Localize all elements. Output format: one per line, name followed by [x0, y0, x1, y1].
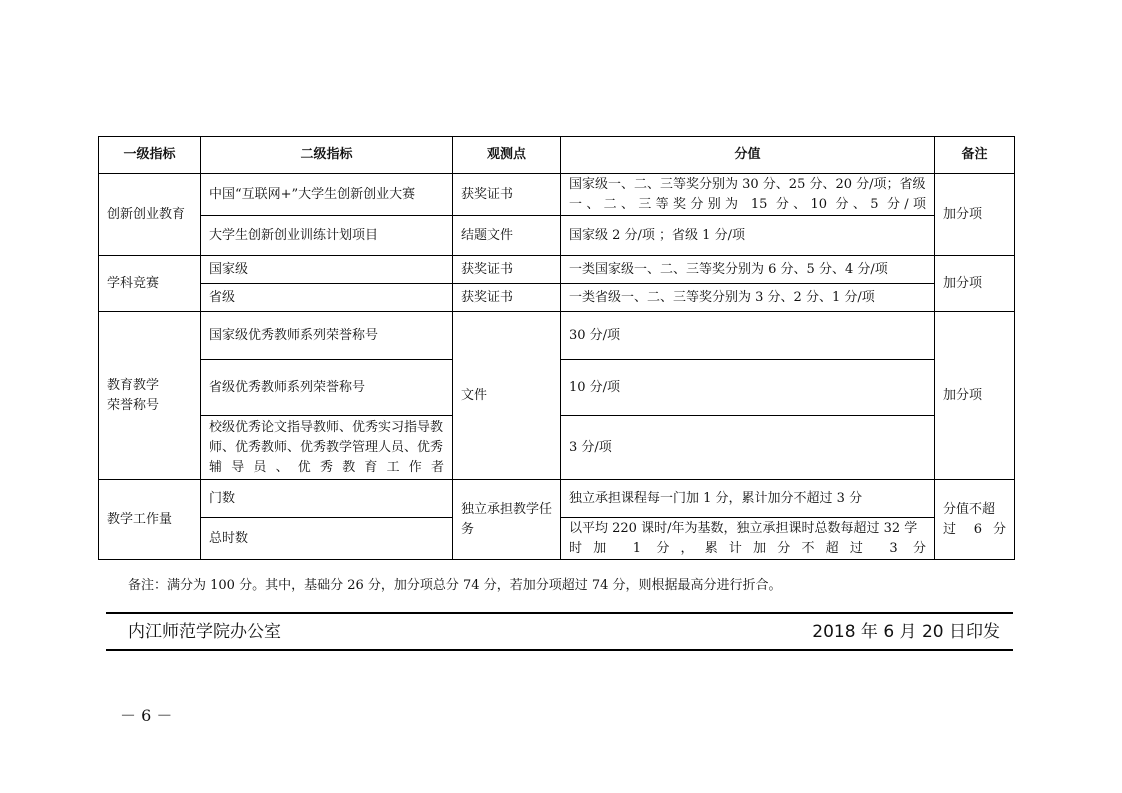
level1-line: 教育教学	[107, 377, 160, 393]
footer-date: 2018 年 6 月 20 日印发	[812, 622, 1000, 642]
level2-cell: 国家级	[201, 256, 453, 284]
score-cell: 30 分/项	[561, 312, 935, 360]
score-cell: 一类国家级一、二、三等奖分别为 6 分、5 分、4 分/项	[561, 256, 935, 284]
table-row	[99, 256, 1015, 284]
observation-cell: 获奖证书	[453, 174, 561, 216]
score-cell: 国家级一、二、三等奖分别为 30 分、25 分、20 分/项；省级一、二、三等奖分别为 15 分、10 分、5 分/项	[561, 174, 935, 216]
evaluation-table	[98, 136, 1015, 560]
observation-cell: 独立承担教学任务	[453, 480, 561, 560]
level1-cell: 学科竞赛	[99, 256, 201, 312]
level2-cell: 大学生创新创业训练计划项目	[201, 216, 453, 256]
level1-line: 荣誉称号	[107, 397, 160, 413]
remark-cell: 加分项	[935, 174, 1015, 256]
table-row	[99, 312, 1015, 360]
level2-cell: 总时数	[201, 518, 453, 560]
level2-cell: 省级	[201, 284, 453, 312]
score-cell: 10 分/项	[561, 360, 935, 416]
level2-cell: 省级优秀教师系列荣誉称号	[201, 360, 453, 416]
header-score: 分值	[561, 137, 935, 174]
footer-top-rule	[106, 612, 1013, 614]
table-note: 备注：满分为 100 分。其中，基础分 26 分，加分项总分 74 分，若加分项超过 74 分，则根据最高分进行折合。	[128, 578, 782, 593]
score-cell: 一类省级一、二、三等奖分别为 3 分、2 分、1 分/项	[561, 284, 935, 312]
level1-cell: 教学工作量	[99, 480, 201, 560]
footer-issuer: 内江师范学院办公室	[128, 622, 281, 642]
observation-cell: 文件	[453, 312, 561, 480]
remark-cell: 加分项	[935, 312, 1015, 480]
observation-cell: 结题文件	[453, 216, 561, 256]
header-remark: 备注	[935, 137, 1015, 174]
remark-cell: 分值不超过 6 分	[935, 480, 1015, 560]
observation-cell: 获奖证书	[453, 284, 561, 312]
score-cell: 独立承担课程每一门加 1 分，累计加分不超过 3 分	[561, 480, 935, 518]
level2-cell: 门数	[201, 480, 453, 518]
header-level2: 二级指标	[201, 137, 453, 174]
page-number: － 6 －	[120, 706, 173, 725]
footer-bottom-rule	[106, 649, 1013, 651]
level1-cell	[99, 312, 201, 480]
table-row	[99, 216, 1015, 256]
table-header-row	[99, 137, 1015, 174]
level1-cell: 创新创业教育	[99, 174, 201, 256]
header-observation: 观测点	[453, 137, 561, 174]
score-cell: 以平均 220 课时/年为基数，独立承担课时总数每超过 32 学时加 1 分，累计加分不超过 3 分	[561, 518, 935, 560]
header-level1: 一级指标	[99, 137, 201, 174]
table-row	[99, 284, 1015, 312]
table-row	[99, 174, 1015, 216]
level2-cell: 国家级优秀教师系列荣誉称号	[201, 312, 453, 360]
score-cell: 3 分/项	[561, 416, 935, 480]
score-cell: 国家级 2 分/项 ；省级 1 分/项	[561, 216, 935, 256]
level2-cell: 中国“互联网+”大学生创新创业大赛	[201, 174, 453, 216]
level2-cell: 校级优秀论文指导教师、优秀实习指导教师、优秀教师、优秀教学管理人员、优秀辅导员、优秀教育工作者	[201, 416, 453, 480]
table-row	[99, 480, 1015, 518]
observation-cell: 获奖证书	[453, 256, 561, 284]
remark-cell: 加分项	[935, 256, 1015, 312]
